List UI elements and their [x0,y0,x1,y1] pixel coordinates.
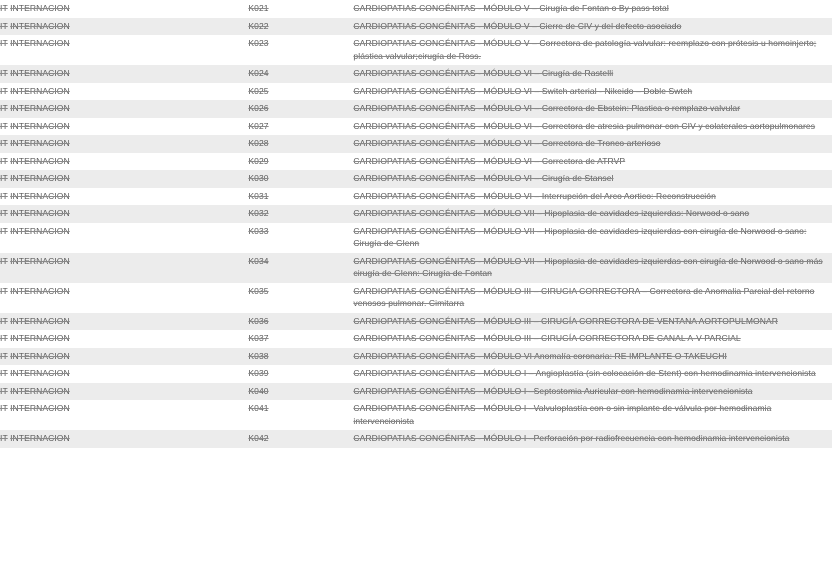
row-marker: IT [0,313,10,331]
row-marker: IT [0,83,10,101]
row-marker: IT [0,253,10,283]
table-row [0,223,832,253]
table-row [0,35,832,65]
row-coverage: INTERNACION [10,188,248,206]
row-coverage: INTERNACION [10,223,248,253]
row-marker: IT [0,18,10,36]
row-description: CARDIOPATIAS CONGÉNITAS - MÓDULO III – CIRUGIA CORRECTORA – Correctora de Anomalia Parcial del retorno venosos pulmonar. Cimitarra [353,283,832,313]
row-description: CARDIOPATIAS CONGÉNITAS - MÓDULO I – Angioplastía (sin colocación de Stent) con hemodinamia intervencionista [353,365,832,383]
row-marker: IT [0,170,10,188]
row-code: K041 [248,400,353,430]
row-coverage: INTERNACION [10,135,248,153]
row-coverage: INTERNACION [10,18,248,36]
row-code: K036 [248,313,353,331]
row-marker: IT [0,188,10,206]
row-code: K024 [248,65,353,83]
table-row [0,205,832,223]
row-marker: IT [0,383,10,401]
row-marker: IT [0,100,10,118]
row-coverage: INTERNACION [10,253,248,283]
row-code: K031 [248,188,353,206]
row-coverage: INTERNACION [10,118,248,136]
row-coverage: INTERNACION [10,100,248,118]
row-code: K026 [248,100,353,118]
row-code: K042 [248,430,353,448]
row-code: K028 [248,135,353,153]
row-coverage: INTERNACION [10,330,248,348]
row-description: CARDIOPATIAS CONGÉNITAS - MÓDULO VI – Cirugía de Stansel [353,170,832,188]
row-code: K033 [248,223,353,253]
table-row [0,253,832,283]
row-code: K037 [248,330,353,348]
row-marker: IT [0,118,10,136]
row-marker: IT [0,330,10,348]
row-marker: IT [0,65,10,83]
row-code: K034 [248,253,353,283]
row-coverage: INTERNACION [10,283,248,313]
row-code: K022 [248,18,353,36]
table-row [0,0,832,18]
row-description: CARDIOPATIAS CONGÉNITAS - MÓDULO VI – Switch arterial - Nikeido – Doble Swtch [353,83,832,101]
row-marker: IT [0,153,10,171]
row-description: CARDIOPATIAS CONGÉNITAS - MÓDULO VI – Cirugía de Rastelli [353,65,832,83]
row-coverage: INTERNACION [10,430,248,448]
row-marker: IT [0,35,10,65]
row-coverage: INTERNACION [10,348,248,366]
row-marker: IT [0,135,10,153]
row-description: CARDIOPATIAS CONGÉNITAS - MÓDULO I –Septostomia Auricular con hemodinamia intervencionista [353,383,832,401]
table-row [0,283,832,313]
row-description: CARDIOPATIAS CONGÉNITAS - MÓDULO VI Anomalía coronaria: RE IMPLANTE O TAKEUCHI [353,348,832,366]
table-row [0,400,832,430]
table-row [0,100,832,118]
row-coverage: INTERNACION [10,170,248,188]
row-code: K025 [248,83,353,101]
table-row [0,430,832,448]
row-marker: IT [0,400,10,430]
row-coverage: INTERNACION [10,0,248,18]
row-code: K039 [248,365,353,383]
table-row [0,65,832,83]
table-row [0,365,832,383]
row-code: K021 [248,0,353,18]
table-row [0,153,832,171]
row-description: CARDIOPATIAS CONGÉNITAS - MÓDULO VI – Correctora de Ebstein: Plastica o remplazo valvular [353,100,832,118]
row-coverage: INTERNACION [10,83,248,101]
table-row [0,313,832,331]
row-code: K029 [248,153,353,171]
row-coverage: INTERNACION [10,65,248,83]
row-code: K023 [248,35,353,65]
table-row [0,118,832,136]
row-code: K030 [248,170,353,188]
row-description: CARDIOPATIAS CONGÉNITAS - MÓDULO III – CIRUGÍA CORRECTORA DE VENTANA AORTOPULMONAR [353,313,832,331]
row-marker: IT [0,365,10,383]
table-row [0,383,832,401]
table-row [0,330,832,348]
row-coverage: INTERNACION [10,205,248,223]
row-marker: IT [0,205,10,223]
row-marker: IT [0,223,10,253]
row-code: K032 [248,205,353,223]
row-coverage: INTERNACION [10,365,248,383]
row-marker: IT [0,430,10,448]
row-code: K038 [248,348,353,366]
row-description: CARDIOPATIAS CONGÉNITAS - MÓDULO VI – Correctora de ATRVP [353,153,832,171]
row-description: CARDIOPATIAS CONGÉNITAS - MÓDULO III – CIRUGÍA CORRECTORA DE CANAL A-V PARCIAL [353,330,832,348]
table-row [0,348,832,366]
row-code: K040 [248,383,353,401]
table-row [0,83,832,101]
row-description: CARDIOPATIAS CONGÉNITAS - MÓDULO VII – Hipoplasia de cavidades izquierdas: Norwood o sano [353,205,832,223]
row-description: CARDIOPATIAS CONGÉNITAS - MÓDULO V – Cierre de CIV y del defecto asociado [353,18,832,36]
row-code: K035 [248,283,353,313]
row-coverage: INTERNACION [10,153,248,171]
row-coverage: INTERNACION [10,35,248,65]
table-row [0,170,832,188]
row-marker: IT [0,0,10,18]
row-description: CARDIOPATIAS CONGÉNITAS - MÓDULO I –Valvuloplastía con o sin implante de válvula por hemodinamia intervencionista [353,400,832,430]
row-description: CARDIOPATIAS CONGÉNITAS - MÓDULO V – Cirugía de Fontan o By pass total [353,0,832,18]
row-description: CARDIOPATIAS CONGÉNITAS - MÓDULO V – Correctora de patología valvular: reemplazo con prótesis u homoinjerto; plástica valvular;cirugía de Ross. [353,35,832,65]
row-code: K027 [248,118,353,136]
table-row [0,188,832,206]
row-description: CARDIOPATIAS CONGÉNITAS - MÓDULO VI – Correctora de Tronco arterioso [353,135,832,153]
row-coverage: INTERNACION [10,313,248,331]
row-description: CARDIOPATIAS CONGÉNITAS - MÓDULO VI – Interrupción del Arco Aortico: Reconstrucción [353,188,832,206]
row-description: CARDIOPATIAS CONGÉNITAS - MÓDULO VI – Correctora de atresia pulmonar con CIV y colaterales aortopulmonares [353,118,832,136]
row-coverage: INTERNACION [10,400,248,430]
row-coverage: INTERNACION [10,383,248,401]
row-description: CARDIOPATIAS CONGÉNITAS - MÓDULO I –Perforación por radiofrecuencia con hemodinamia intervencionista [353,430,832,448]
row-marker: IT [0,348,10,366]
table-row [0,135,832,153]
row-description: CARDIOPATIAS CONGÉNITAS - MÓDULO VII – Hipoplasia de cavidades izquierdas con cirugía de Norwood o sano: Cirugía de Glenn [353,223,832,253]
row-marker: IT [0,283,10,313]
table-row [0,18,832,36]
row-description: CARDIOPATIAS CONGÉNITAS - MÓDULO VII – Hipoplasia de cavidades izquierdas con cirugía de Norwood o sano más cirugía de Glenn: Cirugía de Fontan [353,253,832,283]
